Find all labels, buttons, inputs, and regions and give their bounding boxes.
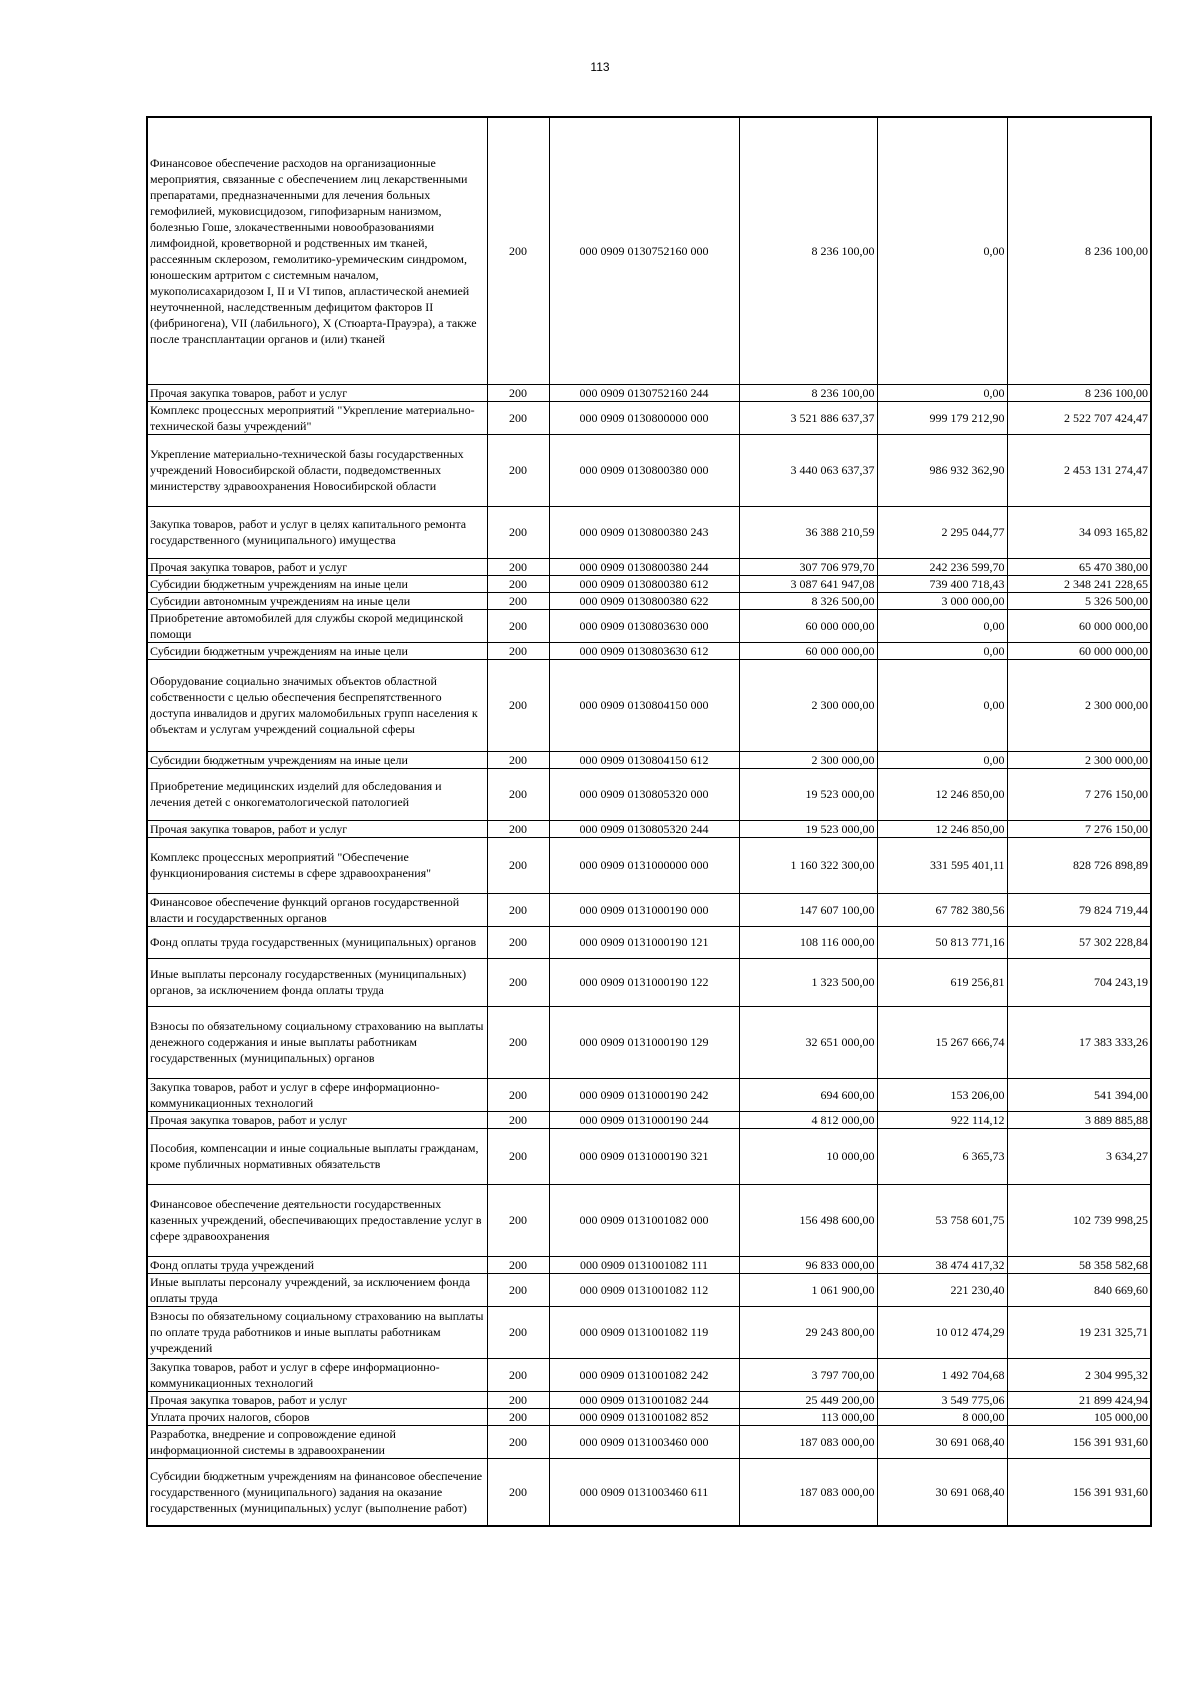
row-code-cell: 000 0909 0131001082 242 <box>549 1358 739 1391</box>
row-rest-cell: 60 000 000,00 <box>1007 642 1151 659</box>
row-name-cell: Иные выплаты персоналу государственных (муниципальных) органов, за исключением фонда оплаты труда <box>147 958 487 1006</box>
row-plan-cell: 60 000 000,00 <box>739 642 877 659</box>
row-plan-cell: 8 326 500,00 <box>739 592 877 609</box>
row-name-cell: Закупка товаров, работ и услуг в сфере информационно-коммуникационных технологий <box>147 1078 487 1111</box>
row-done-cell: 50 813 771,16 <box>877 926 1007 958</box>
row-code-cell: 000 0909 0131003460 611 <box>549 1458 739 1526</box>
row-code-cell: 000 0909 0130800380 244 <box>549 558 739 575</box>
row-done-cell: 1 492 704,68 <box>877 1358 1007 1391</box>
table-row <box>147 1006 1151 1078</box>
row-rest-cell: 2 300 000,00 <box>1007 659 1151 751</box>
table-row <box>147 401 1151 434</box>
row-admin-cell: 200 <box>487 926 549 958</box>
budget-execution-table <box>146 116 1152 1527</box>
row-name-cell: Прочая закупка товаров, работ и услуг <box>147 1111 487 1128</box>
row-code-cell: 000 0909 0130800380 243 <box>549 506 739 558</box>
row-admin-cell: 200 <box>487 1184 549 1256</box>
row-plan-cell: 187 083 000,00 <box>739 1425 877 1458</box>
page-number: 113 <box>590 60 610 74</box>
row-code-cell: 000 0909 0130805320 000 <box>549 768 739 820</box>
row-plan-cell: 8 236 100,00 <box>739 117 877 384</box>
row-name-cell: Прочая закупка товаров, работ и услуг <box>147 820 487 837</box>
row-done-cell: 6 365,73 <box>877 1128 1007 1184</box>
row-name-cell: Укрепление материально-технической базы государственных учреждений Новосибирской области, подведомственных министерству здравоохранения Новосибирской области <box>147 434 487 506</box>
row-rest-cell: 541 394,00 <box>1007 1078 1151 1111</box>
table-row <box>147 1184 1151 1256</box>
row-rest-cell: 3 889 885,88 <box>1007 1111 1151 1128</box>
row-rest-cell: 105 000,00 <box>1007 1408 1151 1425</box>
row-admin-cell: 200 <box>487 659 549 751</box>
row-admin-cell: 200 <box>487 575 549 592</box>
row-done-cell: 999 179 212,90 <box>877 401 1007 434</box>
row-plan-cell: 19 523 000,00 <box>739 820 877 837</box>
table-row <box>147 820 1151 837</box>
row-admin-cell: 200 <box>487 506 549 558</box>
row-done-cell: 0,00 <box>877 609 1007 642</box>
row-admin-cell: 200 <box>487 1256 549 1273</box>
row-admin-cell: 200 <box>487 434 549 506</box>
table-row <box>147 1273 1151 1306</box>
row-plan-cell: 3 087 641 947,08 <box>739 575 877 592</box>
row-code-cell: 000 0909 0130803630 612 <box>549 642 739 659</box>
row-rest-cell: 2 348 241 228,65 <box>1007 575 1151 592</box>
row-code-cell: 000 0909 0130800000 000 <box>549 401 739 434</box>
row-name-cell: Прочая закупка товаров, работ и услуг <box>147 558 487 575</box>
row-admin-cell: 200 <box>487 1273 549 1306</box>
table-row <box>147 609 1151 642</box>
row-rest-cell: 19 231 325,71 <box>1007 1306 1151 1358</box>
row-rest-cell: 840 669,60 <box>1007 1273 1151 1306</box>
row-name-cell: Субсидии бюджетным учреждениям на финансовое обеспечение государственного (муниципального) задания на оказание государственных (муниципальных) услуг (выполнение работ) <box>147 1458 487 1526</box>
row-admin-cell: 200 <box>487 642 549 659</box>
row-code-cell: 000 0909 0131003460 000 <box>549 1425 739 1458</box>
row-done-cell: 30 691 068,40 <box>877 1458 1007 1526</box>
row-code-cell: 000 0909 0130752160 000 <box>549 117 739 384</box>
row-rest-cell: 7 276 150,00 <box>1007 768 1151 820</box>
row-admin-cell: 200 <box>487 401 549 434</box>
row-admin-cell: 200 <box>487 592 549 609</box>
row-done-cell: 3 000 000,00 <box>877 592 1007 609</box>
row-rest-cell: 2 304 995,32 <box>1007 1358 1151 1391</box>
row-name-cell: Пособия, компенсации и иные социальные выплаты гражданам, кроме публичных нормативных обязательств <box>147 1128 487 1184</box>
table-row <box>147 642 1151 659</box>
row-admin-cell: 200 <box>487 893 549 926</box>
row-code-cell: 000 0909 0131001082 119 <box>549 1306 739 1358</box>
table-row <box>147 926 1151 958</box>
row-code-cell: 000 0909 0130800380 622 <box>549 592 739 609</box>
row-name-cell: Комплекс процессных мероприятий "Укрепление материально-технической базы учреждений" <box>147 401 487 434</box>
table-row <box>147 1256 1151 1273</box>
table-row <box>147 575 1151 592</box>
row-done-cell: 38 474 417,32 <box>877 1256 1007 1273</box>
row-admin-cell: 200 <box>487 1358 549 1391</box>
row-done-cell: 12 246 850,00 <box>877 768 1007 820</box>
row-admin-cell: 200 <box>487 1458 549 1526</box>
row-plan-cell: 8 236 100,00 <box>739 384 877 401</box>
row-code-cell: 000 0909 0131001082 112 <box>549 1273 739 1306</box>
row-admin-cell: 200 <box>487 958 549 1006</box>
row-rest-cell: 8 236 100,00 <box>1007 117 1151 384</box>
row-code-cell: 000 0909 0130804150 612 <box>549 751 739 768</box>
table-row <box>147 592 1151 609</box>
row-admin-cell: 200 <box>487 1391 549 1408</box>
row-done-cell: 30 691 068,40 <box>877 1425 1007 1458</box>
row-plan-cell: 2 300 000,00 <box>739 751 877 768</box>
row-rest-cell: 8 236 100,00 <box>1007 384 1151 401</box>
row-admin-cell: 200 <box>487 117 549 384</box>
row-plan-cell: 1 061 900,00 <box>739 1273 877 1306</box>
row-name-cell: Закупка товаров, работ и услуг в сфере информационно-коммуникационных технологий <box>147 1358 487 1391</box>
row-plan-cell: 3 797 700,00 <box>739 1358 877 1391</box>
row-plan-cell: 113 000,00 <box>739 1408 877 1425</box>
row-admin-cell: 200 <box>487 768 549 820</box>
row-admin-cell: 200 <box>487 558 549 575</box>
row-plan-cell: 2 300 000,00 <box>739 659 877 751</box>
row-rest-cell: 5 326 500,00 <box>1007 592 1151 609</box>
row-code-cell: 000 0909 0131000190 242 <box>549 1078 739 1111</box>
row-admin-cell: 200 <box>487 1006 549 1078</box>
row-plan-cell: 3 440 063 637,37 <box>739 434 877 506</box>
row-admin-cell: 200 <box>487 1111 549 1128</box>
row-rest-cell: 704 243,19 <box>1007 958 1151 1006</box>
row-name-cell: Приобретение автомобилей для службы скорой медицинской помощи <box>147 609 487 642</box>
row-done-cell: 10 012 474,29 <box>877 1306 1007 1358</box>
row-name-cell: Прочая закупка товаров, работ и услуг <box>147 384 487 401</box>
row-code-cell: 000 0909 0131001082 000 <box>549 1184 739 1256</box>
row-rest-cell: 2 300 000,00 <box>1007 751 1151 768</box>
row-code-cell: 000 0909 0131000190 129 <box>549 1006 739 1078</box>
row-name-cell: Уплата прочих налогов, сборов <box>147 1408 487 1425</box>
row-rest-cell: 2 453 131 274,47 <box>1007 434 1151 506</box>
row-admin-cell: 200 <box>487 1078 549 1111</box>
row-done-cell: 221 230,40 <box>877 1273 1007 1306</box>
row-rest-cell: 102 739 998,25 <box>1007 1184 1151 1256</box>
row-rest-cell: 3 634,27 <box>1007 1128 1151 1184</box>
row-done-cell: 0,00 <box>877 659 1007 751</box>
table-row <box>147 751 1151 768</box>
row-rest-cell: 79 824 719,44 <box>1007 893 1151 926</box>
table-row <box>147 558 1151 575</box>
row-plan-cell: 1 323 500,00 <box>739 958 877 1006</box>
table-row <box>147 893 1151 926</box>
row-done-cell: 619 256,81 <box>877 958 1007 1006</box>
row-plan-cell: 19 523 000,00 <box>739 768 877 820</box>
row-name-cell: Оборудование социально значимых объектов областной собственности с целью обеспечения беспрепятственного доступа инвалидов и других маломобильных групп населения к объектам и услугам учреждений социальной сферы <box>147 659 487 751</box>
row-code-cell: 000 0909 0131001082 852 <box>549 1408 739 1425</box>
row-name-cell: Финансовое обеспечение расходов на организационные мероприятия, связанные с обеспечением лиц лекарственными препаратами, предназначенными для лечения больных гемофилией, муковисцидозом, гипофизарным нанизмом, болезнью Гоше, злокачественными новообразованиями лимфоидной, кроветворной и родственных им тканей, рассеянным склерозом, гемолитико-уремическим синдромом, юношеским артритом с системным началом, мукополисахаридозом I, II и VI типов, апластической анемией неуточненной, наследственным дефицитом факторов II (фибриногена), VII (лабильного), X (Стюарта-Прауэра), а также после трансплантации органов и (или) тканей <box>147 117 487 384</box>
row-plan-cell: 108 116 000,00 <box>739 926 877 958</box>
row-plan-cell: 32 651 000,00 <box>739 1006 877 1078</box>
table-row <box>147 1306 1151 1358</box>
row-name-cell: Субсидии бюджетным учреждениям на иные цели <box>147 751 487 768</box>
row-plan-cell: 60 000 000,00 <box>739 609 877 642</box>
row-name-cell: Финансовое обеспечение функций органов государственной власти и государственных органов <box>147 893 487 926</box>
row-code-cell: 000 0909 0131000190 000 <box>549 893 739 926</box>
table-row <box>147 1425 1151 1458</box>
row-plan-cell: 4 812 000,00 <box>739 1111 877 1128</box>
table-row <box>147 384 1151 401</box>
row-name-cell: Субсидии бюджетным учреждениям на иные цели <box>147 575 487 592</box>
row-done-cell: 8 000,00 <box>877 1408 1007 1425</box>
table-row <box>147 1128 1151 1184</box>
row-done-cell: 0,00 <box>877 642 1007 659</box>
row-plan-cell: 36 388 210,59 <box>739 506 877 558</box>
row-done-cell: 986 932 362,90 <box>877 434 1007 506</box>
row-code-cell: 000 0909 0130805320 244 <box>549 820 739 837</box>
row-done-cell: 53 758 601,75 <box>877 1184 1007 1256</box>
row-code-cell: 000 0909 0130800380 000 <box>549 434 739 506</box>
table-row <box>147 659 1151 751</box>
row-rest-cell: 828 726 898,89 <box>1007 837 1151 893</box>
row-code-cell: 000 0909 0130752160 244 <box>549 384 739 401</box>
row-code-cell: 000 0909 0131001082 111 <box>549 1256 739 1273</box>
row-name-cell: Разработка, внедрение и сопровождение единой информационной системы в здравоохранении <box>147 1425 487 1458</box>
row-code-cell: 000 0909 0131000190 244 <box>549 1111 739 1128</box>
row-code-cell: 000 0909 0130800380 612 <box>549 575 739 592</box>
row-rest-cell: 65 470 380,00 <box>1007 558 1151 575</box>
row-code-cell: 000 0909 0130803630 000 <box>549 609 739 642</box>
table-row <box>147 1111 1151 1128</box>
table-row <box>147 1391 1151 1408</box>
row-admin-cell: 200 <box>487 820 549 837</box>
row-done-cell: 2 295 044,77 <box>877 506 1007 558</box>
row-rest-cell: 7 276 150,00 <box>1007 820 1151 837</box>
table-row <box>147 768 1151 820</box>
row-name-cell: Взносы по обязательному социальному страхованию на выплаты по оплате труда работников и иные выплаты работникам учреждений <box>147 1306 487 1358</box>
row-admin-cell: 200 <box>487 609 549 642</box>
row-name-cell: Закупка товаров, работ и услуг в целях капитального ремонта государственного (муниципального) имущества <box>147 506 487 558</box>
row-admin-cell: 200 <box>487 1408 549 1425</box>
row-done-cell: 15 267 666,74 <box>877 1006 1007 1078</box>
table-body <box>147 117 1151 1526</box>
row-rest-cell: 17 383 333,26 <box>1007 1006 1151 1078</box>
row-done-cell: 12 246 850,00 <box>877 820 1007 837</box>
table-row <box>147 434 1151 506</box>
row-plan-cell: 147 607 100,00 <box>739 893 877 926</box>
row-done-cell: 739 400 718,43 <box>877 575 1007 592</box>
row-plan-cell: 10 000,00 <box>739 1128 877 1184</box>
row-done-cell: 3 549 775,06 <box>877 1391 1007 1408</box>
row-rest-cell: 57 302 228,84 <box>1007 926 1151 958</box>
table-row <box>147 958 1151 1006</box>
row-plan-cell: 1 160 322 300,00 <box>739 837 877 893</box>
row-rest-cell: 60 000 000,00 <box>1007 609 1151 642</box>
table-row <box>147 1078 1151 1111</box>
row-name-cell: Субсидии бюджетным учреждениям на иные цели <box>147 642 487 659</box>
table-row <box>147 1408 1151 1425</box>
row-admin-cell: 200 <box>487 384 549 401</box>
row-done-cell: 0,00 <box>877 751 1007 768</box>
row-plan-cell: 3 521 886 637,37 <box>739 401 877 434</box>
row-name-cell: Прочая закупка товаров, работ и услуг <box>147 1391 487 1408</box>
row-admin-cell: 200 <box>487 751 549 768</box>
row-name-cell: Фонд оплаты труда учреждений <box>147 1256 487 1273</box>
row-code-cell: 000 0909 0131000190 121 <box>549 926 739 958</box>
row-rest-cell: 34 093 165,82 <box>1007 506 1151 558</box>
table-row <box>147 506 1151 558</box>
row-name-cell: Фонд оплаты труда государственных (муниципальных) органов <box>147 926 487 958</box>
table-row <box>147 1458 1151 1526</box>
row-rest-cell: 2 522 707 424,47 <box>1007 401 1151 434</box>
row-done-cell: 242 236 599,70 <box>877 558 1007 575</box>
row-name-cell: Иные выплаты персоналу учреждений, за исключением фонда оплаты труда <box>147 1273 487 1306</box>
table-row <box>147 117 1151 384</box>
row-plan-cell: 694 600,00 <box>739 1078 877 1111</box>
row-code-cell: 000 0909 0130804150 000 <box>549 659 739 751</box>
row-admin-cell: 200 <box>487 1306 549 1358</box>
row-rest-cell: 156 391 931,60 <box>1007 1458 1151 1526</box>
row-plan-cell: 307 706 979,70 <box>739 558 877 575</box>
row-plan-cell: 156 498 600,00 <box>739 1184 877 1256</box>
table-row <box>147 1358 1151 1391</box>
row-plan-cell: 29 243 800,00 <box>739 1306 877 1358</box>
table-row <box>147 837 1151 893</box>
row-name-cell: Приобретение медицинских изделий для обследования и лечения детей с онкогематологической патологией <box>147 768 487 820</box>
row-plan-cell: 187 083 000,00 <box>739 1458 877 1526</box>
row-plan-cell: 96 833 000,00 <box>739 1256 877 1273</box>
row-name-cell: Финансовое обеспечение деятельности государственных казенных учреждений, обеспечивающих предоставление услуг в сфере здравоохранения <box>147 1184 487 1256</box>
row-done-cell: 0,00 <box>877 117 1007 384</box>
row-rest-cell: 156 391 931,60 <box>1007 1425 1151 1458</box>
row-done-cell: 153 206,00 <box>877 1078 1007 1111</box>
row-code-cell: 000 0909 0131000190 122 <box>549 958 739 1006</box>
row-code-cell: 000 0909 0131000000 000 <box>549 837 739 893</box>
row-plan-cell: 25 449 200,00 <box>739 1391 877 1408</box>
row-admin-cell: 200 <box>487 837 549 893</box>
row-code-cell: 000 0909 0131000190 321 <box>549 1128 739 1184</box>
row-admin-cell: 200 <box>487 1425 549 1458</box>
row-name-cell: Комплекс процессных мероприятий "Обеспечение функционирования системы в сфере здравоохранения" <box>147 837 487 893</box>
row-done-cell: 922 114,12 <box>877 1111 1007 1128</box>
row-rest-cell: 21 899 424,94 <box>1007 1391 1151 1408</box>
row-name-cell: Взносы по обязательному социальному страхованию на выплаты денежного содержания и иные выплаты работникам государственных (муниципальных) органов <box>147 1006 487 1078</box>
row-done-cell: 67 782 380,56 <box>877 893 1007 926</box>
row-rest-cell: 58 358 582,68 <box>1007 1256 1151 1273</box>
row-code-cell: 000 0909 0131001082 244 <box>549 1391 739 1408</box>
row-admin-cell: 200 <box>487 1128 549 1184</box>
row-done-cell: 0,00 <box>877 384 1007 401</box>
row-name-cell: Субсидии автономным учреждениям на иные цели <box>147 592 487 609</box>
row-done-cell: 331 595 401,11 <box>877 837 1007 893</box>
